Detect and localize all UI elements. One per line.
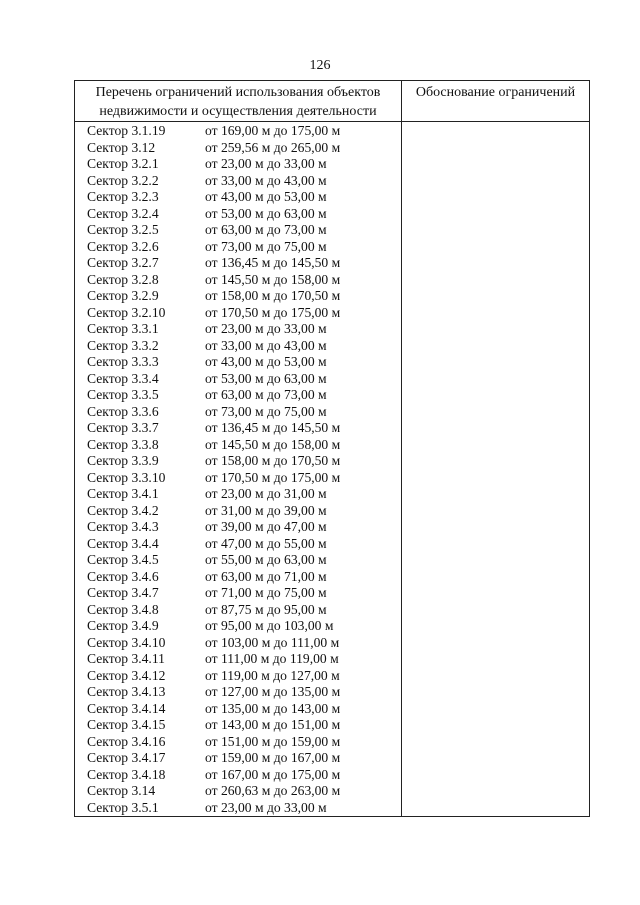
sector-label: Сектор 3.5.1 [87, 799, 159, 815]
sector-label: Сектор 3.2.1 [87, 156, 159, 171]
height-range: от 95,00 м до 103,00 м [205, 618, 334, 633]
sector-label: Сектор 3.4.6 [87, 568, 159, 584]
sector-label: Сектор 3.3.8 [87, 436, 159, 452]
height-range: от 55,00 м до 63,00 м [205, 552, 327, 567]
height-range: от 23,00 м до 33,00 м [205, 321, 327, 336]
height-range: от 170,50 м до 175,00 м [205, 304, 341, 320]
table-row [75, 651, 401, 668]
table-row [75, 305, 401, 322]
table-row [75, 717, 401, 734]
header-left-line1: Перечень ограничений использования объектов [95, 85, 381, 100]
sector-label: Сектор 3.2.5 [87, 222, 159, 237]
table-row [75, 684, 401, 701]
sector-label: Сектор 3.2.6 [87, 238, 159, 254]
table-row [75, 437, 401, 454]
table-row [75, 734, 401, 751]
table-row [75, 453, 401, 470]
table-row [75, 420, 401, 437]
sector-label: Сектор 3.4.16 [87, 733, 166, 749]
table-row [75, 239, 401, 256]
sector-label: Сектор 3.4.4 [87, 535, 159, 551]
height-range: от 135,00 м до 143,00 м [205, 700, 341, 716]
height-range: от 63,00 м до 71,00 м [205, 568, 327, 584]
table-row [75, 404, 401, 421]
sector-label: Сектор 3.3.2 [87, 337, 159, 353]
sector-label: Сектор 3.4.12 [87, 667, 166, 683]
height-range: от 63,00 м до 73,00 м [205, 222, 327, 237]
table-row [75, 338, 401, 355]
height-range: от 87,75 м до 95,00 м [205, 601, 327, 617]
height-range: от 143,00 м до 151,00 м [205, 717, 341, 732]
table-row [75, 783, 401, 800]
sector-label: Сектор 3.1.19 [87, 123, 166, 138]
header-left-line2: недвижимости и осуществления деятельности [99, 104, 377, 119]
sector-label: Сектор 3.2.7 [87, 255, 159, 270]
sector-label: Сектор 3.4.1 [87, 486, 159, 501]
sector-label: Сектор 3.12 [87, 139, 156, 155]
sector-label: Сектор 3.4.2 [87, 502, 159, 518]
sector-label: Сектор 3.3.5 [87, 387, 159, 402]
table-row [75, 173, 401, 190]
table-row [75, 272, 401, 289]
height-range: от 23,00 м до 31,00 м [205, 486, 327, 501]
height-range: от 53,00 м до 63,00 м [205, 205, 327, 221]
sector-label: Сектор 3.4.15 [87, 717, 166, 732]
height-range: от 23,00 м до 33,00 м [205, 156, 327, 171]
sector-label: Сектор 3.4.3 [87, 519, 159, 534]
height-range: от 151,00 м до 159,00 м [205, 733, 341, 749]
table-row [75, 288, 401, 305]
height-range: от 39,00 м до 47,00 м [205, 519, 327, 534]
table-row [75, 503, 401, 520]
table-row [75, 552, 401, 569]
table-row [75, 354, 401, 371]
height-range: от 63,00 м до 73,00 м [205, 387, 327, 402]
height-range: от 33,00 м до 43,00 м [205, 337, 327, 353]
table-row [75, 800, 401, 817]
height-range: от 136,45 м до 145,50 м [205, 255, 341, 270]
sector-label: Сектор 3.4.13 [87, 684, 166, 699]
sector-label: Сектор 3.2.4 [87, 205, 159, 221]
table-row [75, 255, 401, 272]
height-range: от 31,00 м до 39,00 м [205, 502, 327, 518]
height-range: от 119,00 м до 127,00 м [205, 667, 340, 683]
table-row [75, 569, 401, 586]
sector-label: Сектор 3.2.8 [87, 271, 159, 287]
table-body [75, 122, 589, 816]
header-justification: Обоснование ограничений [415, 85, 576, 100]
table-row [75, 701, 401, 718]
sector-label: Сектор 3.4.11 [87, 651, 165, 666]
height-range: от 260,63 м до 263,00 м [205, 783, 341, 798]
table-row [75, 486, 401, 503]
page-number: 126 [309, 58, 331, 73]
height-range: от 170,50 м до 175,00 м [205, 469, 341, 485]
table-row [75, 602, 401, 619]
sector-label: Сектор 3.2.3 [87, 189, 159, 204]
sector-label: Сектор 3.4.9 [87, 618, 159, 633]
height-range: от 169,00 м до 175,00 м [205, 123, 341, 138]
height-range: от 47,00 м до 55,00 м [205, 535, 327, 551]
sector-label: Сектор 3.4.7 [87, 585, 159, 600]
restrictions-column [75, 122, 402, 816]
sector-label: Сектор 3.4.5 [87, 552, 159, 567]
table-row [75, 222, 401, 239]
table-row [75, 371, 401, 388]
sector-label: Сектор 3.2.9 [87, 288, 159, 303]
height-range: от 53,00 м до 63,00 м [205, 370, 327, 386]
sector-label: Сектор 3.3.6 [87, 403, 159, 419]
table-row [75, 470, 401, 487]
sector-label: Сектор 3.3.3 [87, 354, 159, 369]
table-row [75, 536, 401, 553]
sector-label: Сектор 3.3.9 [87, 453, 159, 468]
justification-column [402, 122, 589, 816]
table-row [75, 635, 401, 652]
sector-label: Сектор 3.2.2 [87, 172, 159, 188]
table-row [75, 321, 401, 338]
table-row [75, 206, 401, 223]
sector-label: Сектор 3.3.10 [87, 469, 166, 485]
height-range: от 111,00 м до 119,00 м [205, 651, 339, 666]
sector-label: Сектор 3.4.10 [87, 634, 166, 650]
sector-label: Сектор 3.4.17 [87, 750, 166, 765]
sector-label: Сектор 3.3.7 [87, 420, 159, 435]
header-restrictions-list [75, 81, 402, 121]
table-row [75, 750, 401, 767]
restrictions-table [74, 80, 590, 817]
height-range: от 73,00 м до 75,00 м [205, 403, 327, 419]
table-row [75, 618, 401, 635]
height-range: от 73,00 м до 75,00 м [205, 238, 327, 254]
table-row [75, 767, 401, 784]
height-range: от 259,56 м до 265,00 м [205, 139, 341, 155]
height-range: от 43,00 м до 53,00 м [205, 354, 327, 369]
sector-label: Сектор 3.4.14 [87, 700, 166, 716]
height-range: от 103,00 м до 111,00 м [205, 634, 340, 650]
sector-label: Сектор 3.14 [87, 783, 156, 798]
table-row [75, 585, 401, 602]
sector-label: Сектор 3.3.4 [87, 370, 159, 386]
table-row [75, 140, 401, 157]
height-range: от 167,00 м до 175,00 м [205, 766, 341, 782]
height-range: от 43,00 м до 53,00 м [205, 189, 327, 204]
height-range: от 136,45 м до 145,50 м [205, 420, 341, 435]
height-range: от 127,00 м до 135,00 м [205, 684, 341, 699]
height-range: от 158,00 м до 170,50 м [205, 288, 341, 303]
sector-label: Сектор 3.4.18 [87, 766, 166, 782]
sector-label: Сектор 3.3.1 [87, 321, 159, 336]
height-range: от 71,00 м до 75,00 м [205, 585, 327, 600]
sector-label: Сектор 3.4.8 [87, 601, 159, 617]
height-range: от 23,00 м до 33,00 м [205, 799, 327, 815]
height-range: от 158,00 м до 170,50 м [205, 453, 341, 468]
height-range: от 145,50 м до 158,00 м [205, 271, 341, 287]
table-header [75, 81, 589, 122]
table-row [75, 519, 401, 536]
table-row [75, 156, 401, 173]
table-row [75, 668, 401, 685]
table-row [75, 189, 401, 206]
height-range: от 145,50 м до 158,00 м [205, 436, 341, 452]
height-range: от 159,00 м до 167,00 м [205, 750, 341, 765]
table-row [75, 123, 401, 140]
height-range: от 33,00 м до 43,00 м [205, 172, 327, 188]
table-row [75, 387, 401, 404]
sector-label: Сектор 3.2.10 [87, 304, 166, 320]
